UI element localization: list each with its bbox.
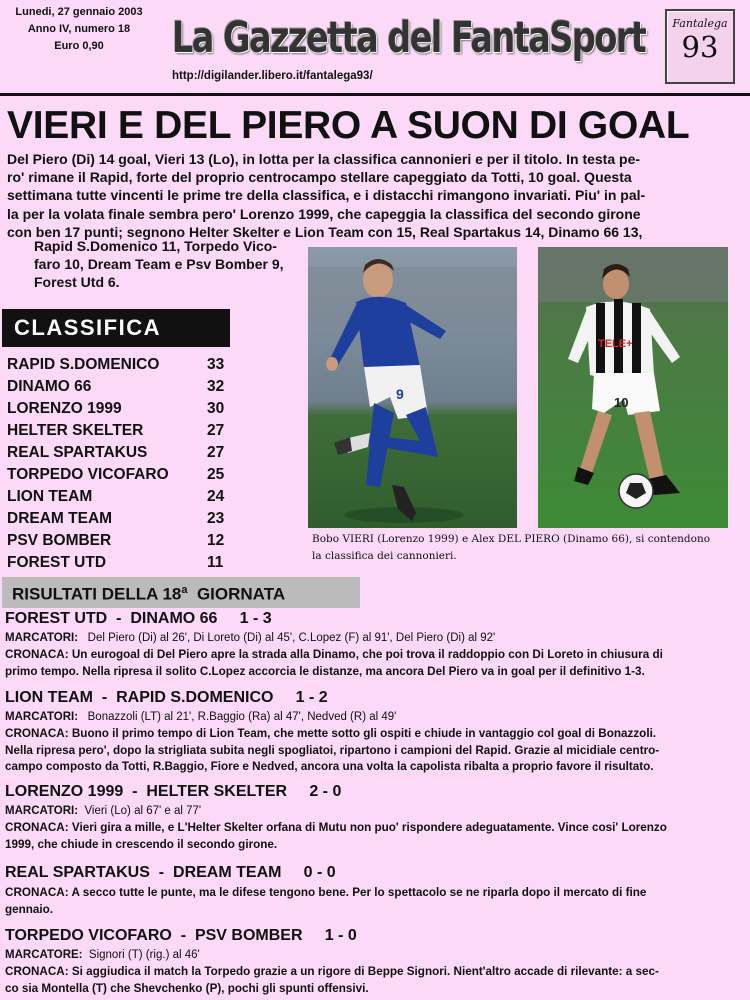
team-name: HELTER SKELTER [7,422,144,439]
lead-line: faro 10, Dream Team e Psv Bomber 9, [34,256,284,273]
lead-line: ro' rimane il Rapid, forte del proprio centrocampo stellare capeggiato da Totti, 10 goal. Questa [7,169,632,186]
team-points: 33 [207,356,225,373]
standings-title: CLASSIFICA [2,309,230,347]
team-points: 27 [207,444,225,461]
scorers-list: Bonazzoli (LT) al 21', R.Baggio (Ra) al 47', Nedved (R) al 49' [87,711,397,723]
match-report [5,782,747,853]
standings-row [7,442,247,464]
match-report [5,863,747,918]
standings-row [7,376,247,398]
caption-line: Bobo VIERI (Lorenzo 1999) e Alex DEL PIERO (Dinamo 66), si contendono [312,533,711,545]
match-scorers [5,709,747,725]
match-chronicle [5,726,747,776]
lead-paragraph [7,150,747,241]
fantalega-logo [665,9,735,84]
match-header: FOREST UTD - DINAMO 66 1 - 3 [5,610,272,627]
scorers-label: MARCATORE: [5,949,83,961]
team-name: PSV BOMBER [7,532,112,549]
chronicle-line: co sia Montella (T) che Shevchenko (P), pochi gli spunti offensivi. [5,981,369,995]
standings-row [7,464,247,486]
caption-line: la classifica dei cannonieri. [312,550,457,562]
masthead-meta [4,4,154,55]
chronicle-line: CRONACA: Vieri gira a mille, e L'Helter Skelter orfana di Mutu non puo' rispondere adeguatamente. Vince cosi' Lorenzo [5,821,667,834]
match-chronicle [5,647,747,680]
team-points: 23 [207,510,225,527]
del-piero-shirt-sponsor: TELE+ [598,338,633,350]
chronicle-line: Nella ripresa pero', dopo la strigliata subita negli spogliatoi, ripartono i campioni del Rapid. Grazie al micidiale centro- [5,743,660,757]
vieri-photo [308,247,517,528]
issue-price: Euro 0,90 [54,40,104,52]
team-name: LION TEAM [7,488,93,505]
match-header: LION TEAM - RAPID S.DOMENICO 1 - 2 [5,689,328,706]
match-report [5,688,747,776]
match-report [5,609,747,680]
site-url[interactable]: http://digilander.libero.it/fantalega93/ [172,70,373,82]
chronicle-line: CRONACA: Un eurogoal di Del Piero apre la strada alla Dinamo, che poi trova il raddoppio con Di Loreto in chiusura di [5,648,663,661]
team-points: 11 [207,554,224,571]
standings-row [7,420,247,442]
standings-row [7,398,247,420]
lead-line: la per la volata finale sembra pero' Lorenzo 1999, che capeggia la classifica del secondo girone [7,205,641,222]
lead-line: Del Piero (Di) 14 goal, Vieri 13 (Lo), in lotta per la classifica cannonieri e per il titolo. In testa pe- [7,151,641,167]
results-title: RISULTATI DELLA 18 [12,584,182,604]
scorers-list: Signori (T) (rig.) al 46' [88,949,200,961]
issue-number: Anno IV, numero 18 [27,23,131,35]
masthead-rule [0,93,750,96]
match-chronicle [5,885,747,918]
team-name: DINAMO 66 [7,378,92,395]
issue-date: Lunedi, 27 gennaio 2003 [15,6,143,18]
results-header [2,577,360,608]
match-report [5,926,747,997]
chronicle-line: CRONACA: A secco tutte le punte, ma le difese tengono bene. Per lo spettacolo se ne riparla dopo il mercato di fine [5,886,647,899]
del-piero-photo [538,247,728,528]
team-name: REAL SPARTAKUS [7,444,148,461]
logo-number: 93 [681,30,719,64]
newspaper-title: La Gazzetta del FantaSport [172,13,646,63]
chronicle-line: 1999, che chiude in crescendo il secondo girone. [5,837,278,851]
scorers-label: MARCATORI: [5,711,79,723]
team-name: FOREST UTD [7,554,107,571]
headline: VIERI E DEL PIERO A SUON DI GOAL [7,104,690,147]
del-piero-shorts-number: 10 [614,395,629,410]
match-header: REAL SPARTAKUS - DREAM TEAM 0 - 0 [5,864,336,881]
match-scorers [5,803,747,819]
standings-row [7,552,247,574]
match-scorers [5,947,747,963]
vieri-shorts-number: 9 [396,386,404,402]
match-chronicle [5,964,747,997]
chronicle-line: CRONACA: Buono il primo tempo di Lion Team, che mette sotto gli ospiti e chiude in vantaggio col goal di Bonazzoli. [5,727,657,740]
photo-caption [312,531,742,565]
match-header: LORENZO 1999 - HELTER SKELTER 2 - 0 [5,783,342,800]
lead-line: Forest Utd 6. [34,274,120,291]
team-points: 24 [207,488,225,505]
results-title-sup: a [181,584,188,596]
lead-paragraph-tail [34,237,304,292]
team-name: TORPEDO VICOFARO [7,466,169,483]
scorers-list: Vieri (Lo) al 67' e al 77' [84,805,202,817]
scorers-label: MARCATORI: [5,632,79,644]
team-points: 25 [207,466,225,483]
logo-word: Fantalega [672,17,728,30]
team-name: DREAM TEAM [7,510,113,527]
team-points: 12 [207,532,225,549]
standings-row [7,354,247,376]
lead-line: con ben 17 punti; segnono Helter Skelter e Lion Team con 15, Real Spartakus 14, Dinamo 66 13, [7,223,643,240]
team-points: 27 [207,422,225,439]
match-header: TORPEDO VICOFARO - PSV BOMBER 1 - 0 [5,927,357,944]
standings-row [7,530,247,552]
chronicle-line: CRONACA: Si aggiudica il match la Torpedo grazie a un rigore di Beppe Signori. Nient'altro accade di rilevante: a sec- [5,965,659,978]
results-title-tail: GIORNATA [196,584,286,604]
team-points: 32 [207,378,225,395]
team-name: RAPID S.DOMENICO [7,356,160,373]
team-points: 30 [207,400,225,417]
lead-line: settimana tutte vincenti le prime tre della classifica, e i distacchi rimangono invariati. Piu' in pal- [7,187,646,204]
match-scorers [5,630,747,646]
chronicle-line: campo composto da Totti, R.Baggio, Fiore e Nedved, ancora una volta la capolista ribalta a proprio favore il risultato. [5,760,654,774]
standings-row [7,486,247,508]
lead-line: Rapid S.Domenico 11, Torpedo Vico- [34,238,277,254]
match-chronicle [5,820,747,853]
scorers-list: Del Piero (Di) al 26', Di Loreto (Di) al 45', C.Lopez (F) al 91', Del Piero (Di) al 92' [87,632,496,644]
scorers-label: MARCATORI: [5,805,79,817]
standings-row [7,508,247,530]
chronicle-line: primo tempo. Nella ripresa il solito C.Lopez accorcia le distanze, ma ancora Del Piero va in goal per il definitivo 1-3. [5,664,645,678]
chronicle-line: gennaio. [5,902,54,916]
team-name: LORENZO 1999 [7,400,122,417]
